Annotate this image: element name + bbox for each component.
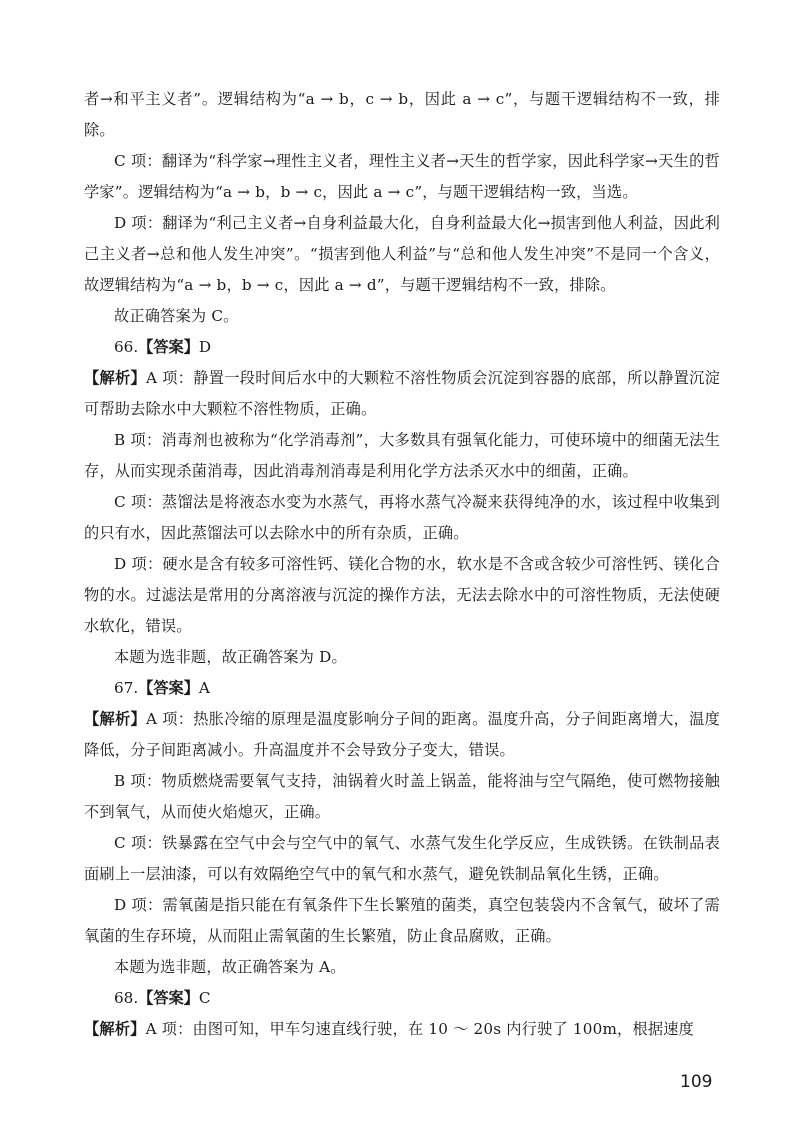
page-body <box>84 84 720 1045</box>
paragraph-66-option-d: D 项：硬水是含有较多可溶性钙、镁化合物的水，软水是不含或含较少可溶性钙、镁化合物的水。过滤法是常用的分离溶液与沉淀的操作方法，无法去除水中的可溶性物质，无法使硬水软化，错误。 <box>84 555 720 635</box>
analysis-text: A 项：热胀冷缩的原理是温度影响分子间的距离。温度升高，分子间距离增大，温度降低，分子间距离减小。升高温度并不会导致分子变大，错误。 <box>84 710 720 759</box>
analysis-label: 【解析】 <box>84 710 146 728</box>
paragraph-66-option-c: C 项：蒸馏法是将液态水变为水蒸气，再将水蒸气冷凝来获得纯净的水，该过程中收集到的只有水，因此蒸馏法可以去除水中的所有杂质，正确。 <box>84 493 720 542</box>
answer-value: D <box>198 338 212 356</box>
analysis-label: 【解析】 <box>84 369 146 387</box>
paragraph-67-conclusion: 本题为选非题，故正确答案为 A。 <box>114 958 346 976</box>
analysis-67-option-a <box>84 704 720 766</box>
paragraph-65-option-c: C 项：翻译为“科学家→理性主义者，理性主义者→天生的哲学家，因此科学家→天生的哲学家”。逻辑结构为“a → b，b → c，因此 a → c”，与题干逻辑结构一致，当选。 <box>84 152 720 201</box>
paragraph-67-option-d: D 项：需氧菌是指只能在有氧条件下生长繁殖的菌类，真空包装袋内不含氧气，破坏了需氧菌的生存环境，从而阻止需氧菌的生长繁殖，防止食品腐败，正确。 <box>84 896 720 945</box>
paragraph-67-option-c: C 项：铁暴露在空气中会与空气中的氧气、水蒸气发生化学反应，生成铁锈。在铁制品表面刷上一层油漆，可以有效隔绝空气中的氧气和水蒸气，避免铁制品氧化生锈，正确。 <box>84 834 720 883</box>
question-number: 67. <box>114 679 139 697</box>
page-number: 109 <box>680 1072 713 1092</box>
analysis-text: A 项：由图可知，甲车匀速直线行驶，在 10 ～ 20s 内行驶了 100m，根据速度 <box>145 1020 694 1038</box>
analysis-68-option-a <box>84 1014 720 1045</box>
question-number: 66. <box>114 338 139 356</box>
analysis-label: 【解析】 <box>84 1020 146 1038</box>
paragraph-b-continuation: 者→和平主义者”。逻辑结构为“a → b，c → b，因此 a → c”，与题干逻辑结构不一致，排除。 <box>84 90 720 139</box>
paragraph-66-conclusion: 本题为选非题，故正确答案为 D。 <box>114 648 347 666</box>
answer-heading-68 <box>84 983 720 1014</box>
analysis-66-option-a <box>84 363 720 425</box>
paragraph-65-conclusion: 故正确答案为 C。 <box>114 307 239 325</box>
answer-heading-67 <box>84 673 720 704</box>
question-number: 68. <box>114 989 139 1007</box>
paragraph-65-option-d: D 项：翻译为“利己主义者→自身利益最大化，自身利益最大化→损害到他人利益，因此利己主义者→总和他人发生冲突”。“损害到他人利益”与“总和他人发生冲突”不是同一个含义，故逻辑结构为“a → b，b → c，因此 a → d”，与题干逻辑结构不一致，排除。 <box>84 214 720 294</box>
answer-label: 【答案】 <box>138 989 199 1007</box>
paragraph-66-option-b: B 项：消毒剂也被称为“化学消毒剂”，大多数具有强氧化能力，可使环境中的细菌无法生存，从而实现杀菌消毒，因此消毒剂消毒是利用化学方法杀灭水中的细菌，正确。 <box>84 431 720 480</box>
paragraph-67-option-b: B 项：物质燃烧需要氧气支持，油锅着火时盖上锅盖，能将油与空气隔绝，使可燃物接触不到氧气，从而使火焰熄灭，正确。 <box>84 772 720 821</box>
answer-label: 【答案】 <box>138 338 199 356</box>
answer-value: C <box>198 989 211 1007</box>
analysis-text: A 项：静置一段时间后水中的大颗粒不溶性物质会沉淀到容器的底部，所以静置沉淀可帮助去除水中大颗粒不溶性物质，正确。 <box>84 369 720 418</box>
answer-label: 【答案】 <box>138 679 199 697</box>
answer-heading-66 <box>84 332 720 363</box>
answer-value: A <box>198 679 210 697</box>
